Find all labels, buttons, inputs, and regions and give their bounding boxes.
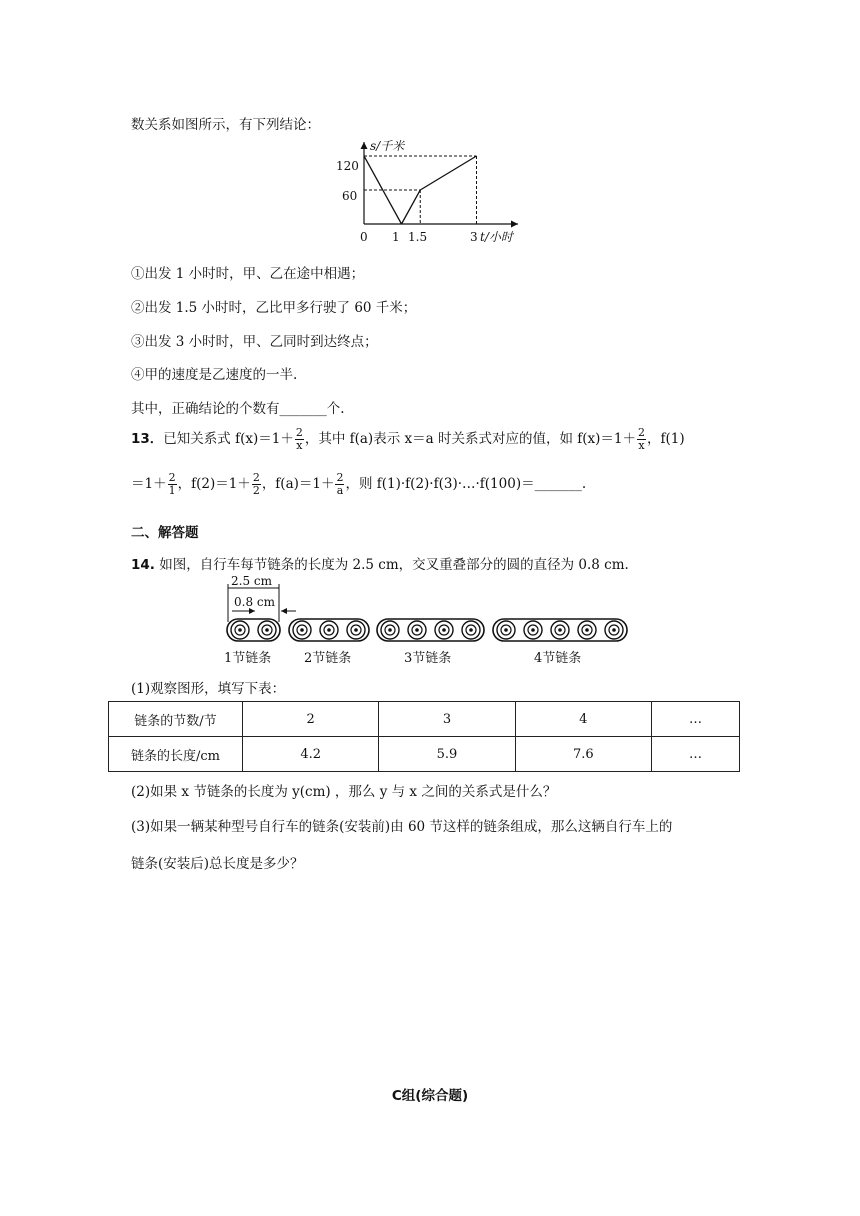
x-tick-0: 0: [360, 230, 368, 244]
dimension-2-5cm: 2.5 cm: [231, 574, 272, 588]
fraction-2-over-a: $\frac{2}{a}$: [336, 471, 344, 497]
table-row: [109, 702, 740, 737]
q13-text-4: ＝1＋: [131, 476, 167, 492]
q14-number: 14.: [131, 557, 155, 573]
q13-text-1: 已知关系式 f(x)＝1＋: [163, 431, 294, 447]
table-row: [109, 737, 740, 772]
y-axis-label: s/千米: [370, 139, 405, 153]
chain-table: [108, 701, 740, 772]
graph-segment: [402, 190, 421, 224]
q13-text-3: ，f(1): [646, 431, 685, 447]
chain-band: [377, 619, 484, 641]
table-cell: …: [651, 737, 739, 772]
table-cell: 7.6: [515, 737, 651, 772]
fraction-2-over-x: $\frac{2}{x}$: [295, 426, 303, 452]
q13-line-1: [131, 427, 685, 452]
chain-pin: [585, 628, 589, 632]
table-cell: 4: [515, 702, 651, 737]
q14-sub3-line1: (3)如果一辆某种型号自行车的链条(安装前)由 60 节这样的链条组成，那么这辆自行车上的: [131, 819, 673, 835]
q13-text-6: ，f(a)＝1＋: [261, 476, 335, 492]
q13-line-2: [131, 472, 586, 497]
chain-pin: [612, 628, 616, 632]
q13-number: 13．: [131, 431, 164, 447]
conclusion-2: ②出发 1.5 小时时，乙比甲多行驶了 60 千米；: [131, 300, 417, 316]
intro-text: 数关系如图所示，有下列结论：: [131, 117, 320, 133]
x-tick-1: 1: [392, 230, 400, 244]
fraction-2-over-1: $\frac{2}{1}$: [168, 471, 176, 497]
distance-time-graph: [330, 138, 530, 250]
chain-pin: [504, 628, 508, 632]
q14-stem-line: [131, 553, 629, 573]
table-cell: 3: [379, 702, 515, 737]
table-cell: 4.2: [243, 737, 379, 772]
table-cell: …: [651, 702, 739, 737]
dimension-0-8cm: 0.8 cm: [234, 595, 275, 609]
table-cell: 2: [243, 702, 379, 737]
chain-label-4: 4节链条: [534, 651, 582, 666]
q14-sub2: (2)如果 x 节链条的长度为 y(cm) ，那么 y 与 x 之间的关系式是什么？: [131, 784, 557, 800]
graph-segment: [420, 156, 476, 190]
y-tick-120: 120: [336, 159, 359, 173]
fraction-2-over-x-2: $\frac{2}{x}$: [637, 426, 645, 452]
q14-sub3-line2: 链条(安装后)总长度是多少？: [131, 856, 304, 872]
chain-label-1: 1节链条: [224, 651, 272, 666]
chain-pin: [442, 628, 446, 632]
fraction-2-over-2: $\frac{2}{2}$: [252, 471, 260, 497]
chain-pin: [469, 628, 473, 632]
table-cell: 链条的长度/cm: [109, 737, 243, 772]
chain-pin: [531, 628, 535, 632]
section-heading: 二、解答题: [131, 525, 199, 541]
q12-question: 其中，正确结论的个数有_______个.: [131, 401, 345, 417]
group-c-heading: C组(综合题): [391, 1088, 469, 1104]
chain-pin: [300, 628, 304, 632]
q13-text-2: ，其中 f(a)表示 x＝a 时关系式对应的值，如 f(x)＝1＋: [304, 431, 636, 447]
chain-pin: [327, 628, 331, 632]
chain-pin: [388, 628, 392, 632]
conclusion-1: ①出发 1 小时时，甲、乙在途中相遇；: [131, 266, 365, 282]
table-cell: 链条的节数/节: [109, 702, 243, 737]
chain-pin: [354, 628, 358, 632]
chain-label-3: 3节链条: [404, 651, 452, 666]
chain-pin: [265, 628, 269, 632]
chain-label-2: 2节链条: [304, 651, 352, 666]
y-tick-60: 60: [342, 189, 358, 203]
table-cell: 5.9: [379, 737, 515, 772]
chain-pin: [415, 628, 419, 632]
x-axis-label: t/小时: [480, 230, 513, 244]
x-tick-3: 3: [470, 230, 478, 244]
chain-pin: [558, 628, 562, 632]
q13-text-5: ，f(2)＝1＋: [177, 476, 251, 492]
conclusion-3: ③出发 3 小时时，甲、乙同时到达终点；: [131, 334, 378, 350]
q14-sub1: (1)观察图形，填写下表：: [131, 681, 286, 697]
q14-stem: 如图，自行车每节链条的长度为 2.5 cm，交叉重叠部分的圆的直径为 0.8 cm.: [159, 557, 629, 573]
x-tick-1-5: 1.5: [408, 230, 428, 244]
conclusion-4: ④甲的速度是乙速度的一半.: [131, 367, 298, 383]
chain-diagram: [218, 574, 643, 670]
chain-pin: [238, 628, 242, 632]
q13-text-7: ，则 f(1)·f(2)·f(3)·…·f(100)＝_______.: [345, 476, 587, 492]
